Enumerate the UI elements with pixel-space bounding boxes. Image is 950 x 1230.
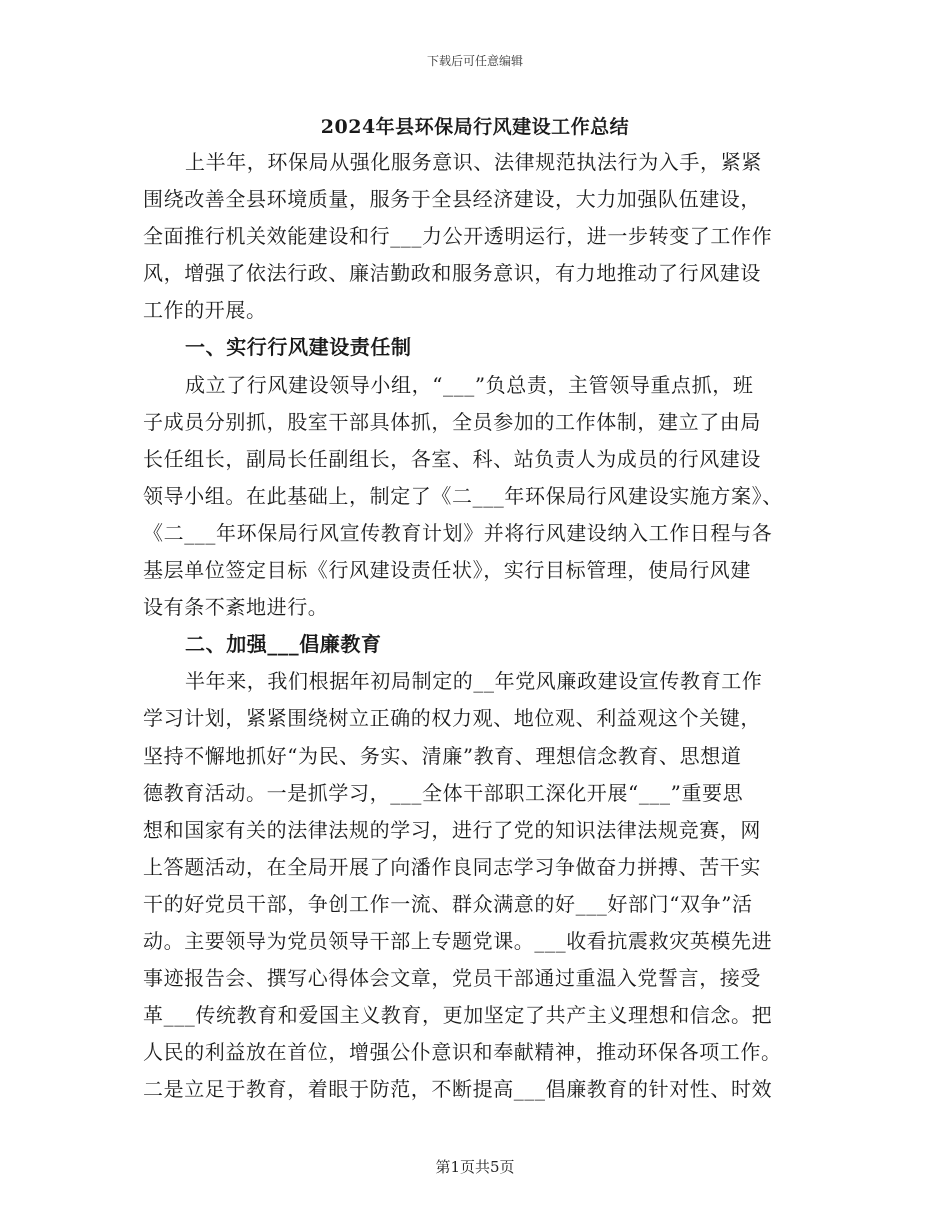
paragraph-line: 全面推行机关效能建设和行___力公开透明运行，进一步转变了工作作 (143, 224, 773, 249)
paragraph-line: 坚持不懈地抓好“为民、务实、清廉”教育、理想信念教育、思想道 (143, 743, 742, 768)
paragraph-line: 学习计划，紧紧围绕树立正确的权力观、地位观、利益观这个关键， (143, 706, 761, 731)
paragraph-line: 动。主要领导为党员领导干部上专题党课。___收看抗震救灾英模先进 (143, 928, 773, 953)
section-heading-1: 一、实行行风建设责任制 (185, 335, 412, 360)
paragraph-line: 子成员分别抓，股室干部具体抓，全员参加的工作体制，建立了由局 (143, 409, 761, 434)
paragraph-line: 半年来，我们根据年初局制定的__年党风廉政建设宣传教育工作 (185, 669, 763, 694)
document-body (143, 144, 808, 1108)
paragraph-line: 设有条不紊地进行。 (143, 595, 329, 620)
page-number-footer: 第1页共5页 (435, 1158, 515, 1176)
paragraph-line: 《二___年环保局行风宣传教育计划》并将行风建设纳入工作日程与各 (143, 520, 773, 545)
section-heading-2: 二、加强___倡廉教育 (185, 632, 382, 657)
paragraph-line: 事迹报告会、撰写心得体会文章，党员干部通过重温入党誓言，接受 (143, 966, 761, 991)
document-title: 2024年县环保局行风建设工作总结 (320, 116, 630, 138)
paragraph-line: 上答题活动，在全局开展了向潘作良同志学习争做奋力拼搏、苦干实 (143, 854, 761, 879)
paragraph-line: 工作的开展。 (143, 298, 267, 323)
paragraph-line: 长任组长，副局长任副组长，各室、科、站负责人为成员的行风建设 (143, 446, 761, 471)
paragraph-line: 基层单位签定目标《行风建设责任状》，实行目标管理，使局行风建 (143, 558, 751, 583)
paragraph-line: 革___传统教育和爱国主义教育，更加坚定了共产主义理想和信念。把 (143, 1003, 773, 1028)
paragraph-line: 领导小组。在此基础上，制定了《二___年环保局行风建设实施方案》、 (143, 483, 783, 508)
paragraph-line: 德教育活动。一是抓学习，___全体干部职工深化开展“___”重要思 (143, 780, 744, 805)
paragraph-line: 围绕改善全县环境质量，服务于全县经济建设，大力加强队伍建设， (143, 187, 761, 212)
paragraph-line: 成立了行风建设领导小组，“___”负总责，主管领导重点抓，班 (185, 372, 754, 397)
paragraph-line: 想和国家有关的法律法规的学习，进行了党的知识法律法规竞赛，网 (143, 817, 761, 842)
paragraph-line: 人民的利益放在首位，增强公仆意识和奉献精神，推动环保各项工作。 (143, 1040, 782, 1065)
paragraph-line: 干的好党员干部，争创工作一流、群众满意的好___好部门“双争”活 (143, 891, 753, 916)
paragraph-line: 风，增强了依法行政、廉洁勤政和服务意识，有力地推动了行风建设 (143, 261, 761, 286)
paragraph-line: 二是立足于教育，着眼于防范，不断提高___倡廉教育的针对性、时效 (143, 1077, 773, 1102)
paragraph-line: 上半年，环保局从强化服务意识、法律规范执法行为入手，紧紧 (185, 150, 762, 174)
page-header-note: 下载后可任意编辑 (426, 54, 523, 68)
